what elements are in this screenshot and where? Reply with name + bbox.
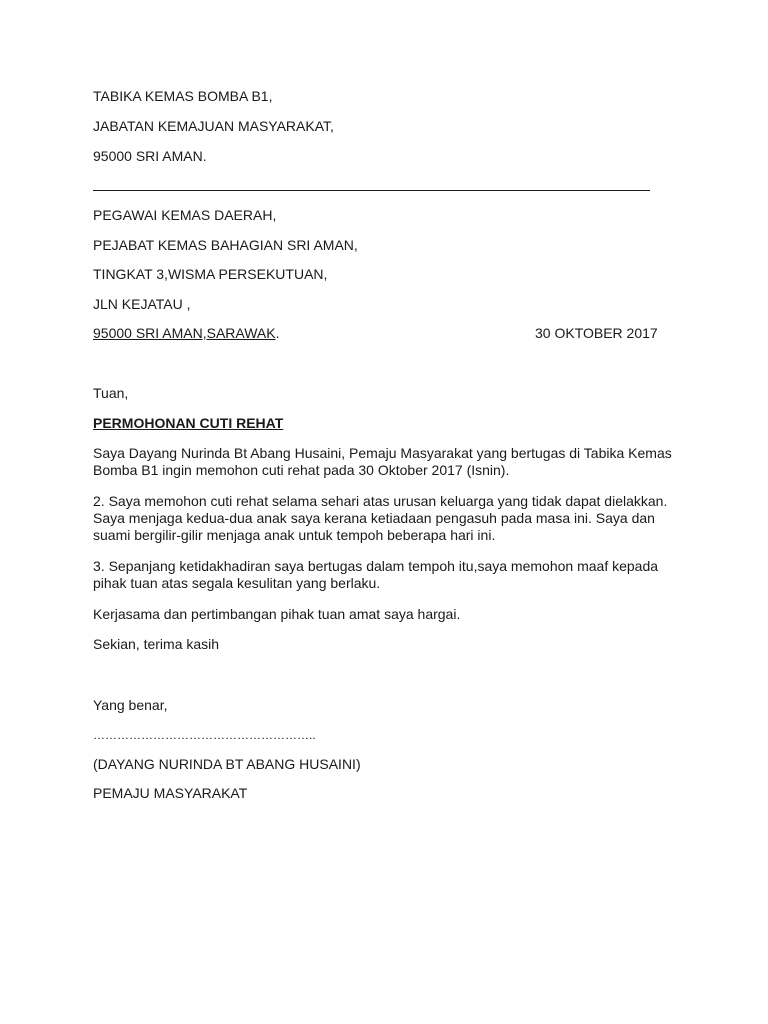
salutation: Tuan, [93,385,129,401]
body-paragraph-2: 2. Saya memohon cuti rehat selama sehari atas urusan keluarga yang tidak dapat dielakkan. Saya menjaga kedua-dua anak saya kerana ketiadaan pengasuh pada masa ini. Saya dan suami bergilir-gilir menjaga anak untuk tempoh beberapa hari ini. [93,493,668,543]
recipient-address-line-5 [93,325,279,341]
recipient-address-line-1: PEGAWAI KEMAS DAERAH, [93,207,277,223]
signatory-name: (DAYANG NURINDA BT ABANG HUSAINI) [93,756,361,772]
letter-date: 30 OKTOBER 2017 [535,325,658,341]
signatory-title: PEMAJU MASYARAKAT [93,785,248,801]
sender-address-line-1: TABIKA KEMAS BOMBA B1, [93,88,273,104]
recipient-address-line-3: TINGKAT 3,WISMA PERSEKUTUAN, [93,266,328,282]
body-paragraph-3: 3. Sepanjang ketidakhadiran saya bertugas dalam tempoh itu,saya memohon maaf kepada pihak tuan atas segala kesulitan yang berlaku. [93,558,659,591]
recipient-city-state: 95000 SRI AMAN,SARAWAK [93,325,276,341]
sender-address-line-2: JABATAN KEMAJUAN MASYARAKAT, [93,118,334,134]
valediction: Yang benar, [93,697,168,713]
recipient-address-period: . [275,325,280,341]
recipient-address-line-2: PEJABAT KEMAS BAHAGIAN SRI AMAN, [93,237,358,253]
body-paragraph-5: Sekian, terima kasih [93,636,220,652]
body-paragraph-4: Kerjasama dan pertimbangan pihak tuan amat saya hargai. [93,606,461,622]
sender-address-line-3: 95000 SRI AMAN. [93,148,207,164]
letter-subject: PERMOHONAN CUTI REHAT [93,415,284,431]
signature-line: ……………………………………………….. [93,728,316,742]
recipient-address-line-4: JLN KEJATAU , [93,296,191,312]
body-paragraph-1: Saya Dayang Nurinda Bt Abang Husaini, Pemaju Masyarakat yang bertugas di Tabika Kemas Bomba B1 ingin memohon cuti rehat pada 30 Oktober 2017 (Isnin). [93,445,672,478]
header-divider [93,190,650,191]
